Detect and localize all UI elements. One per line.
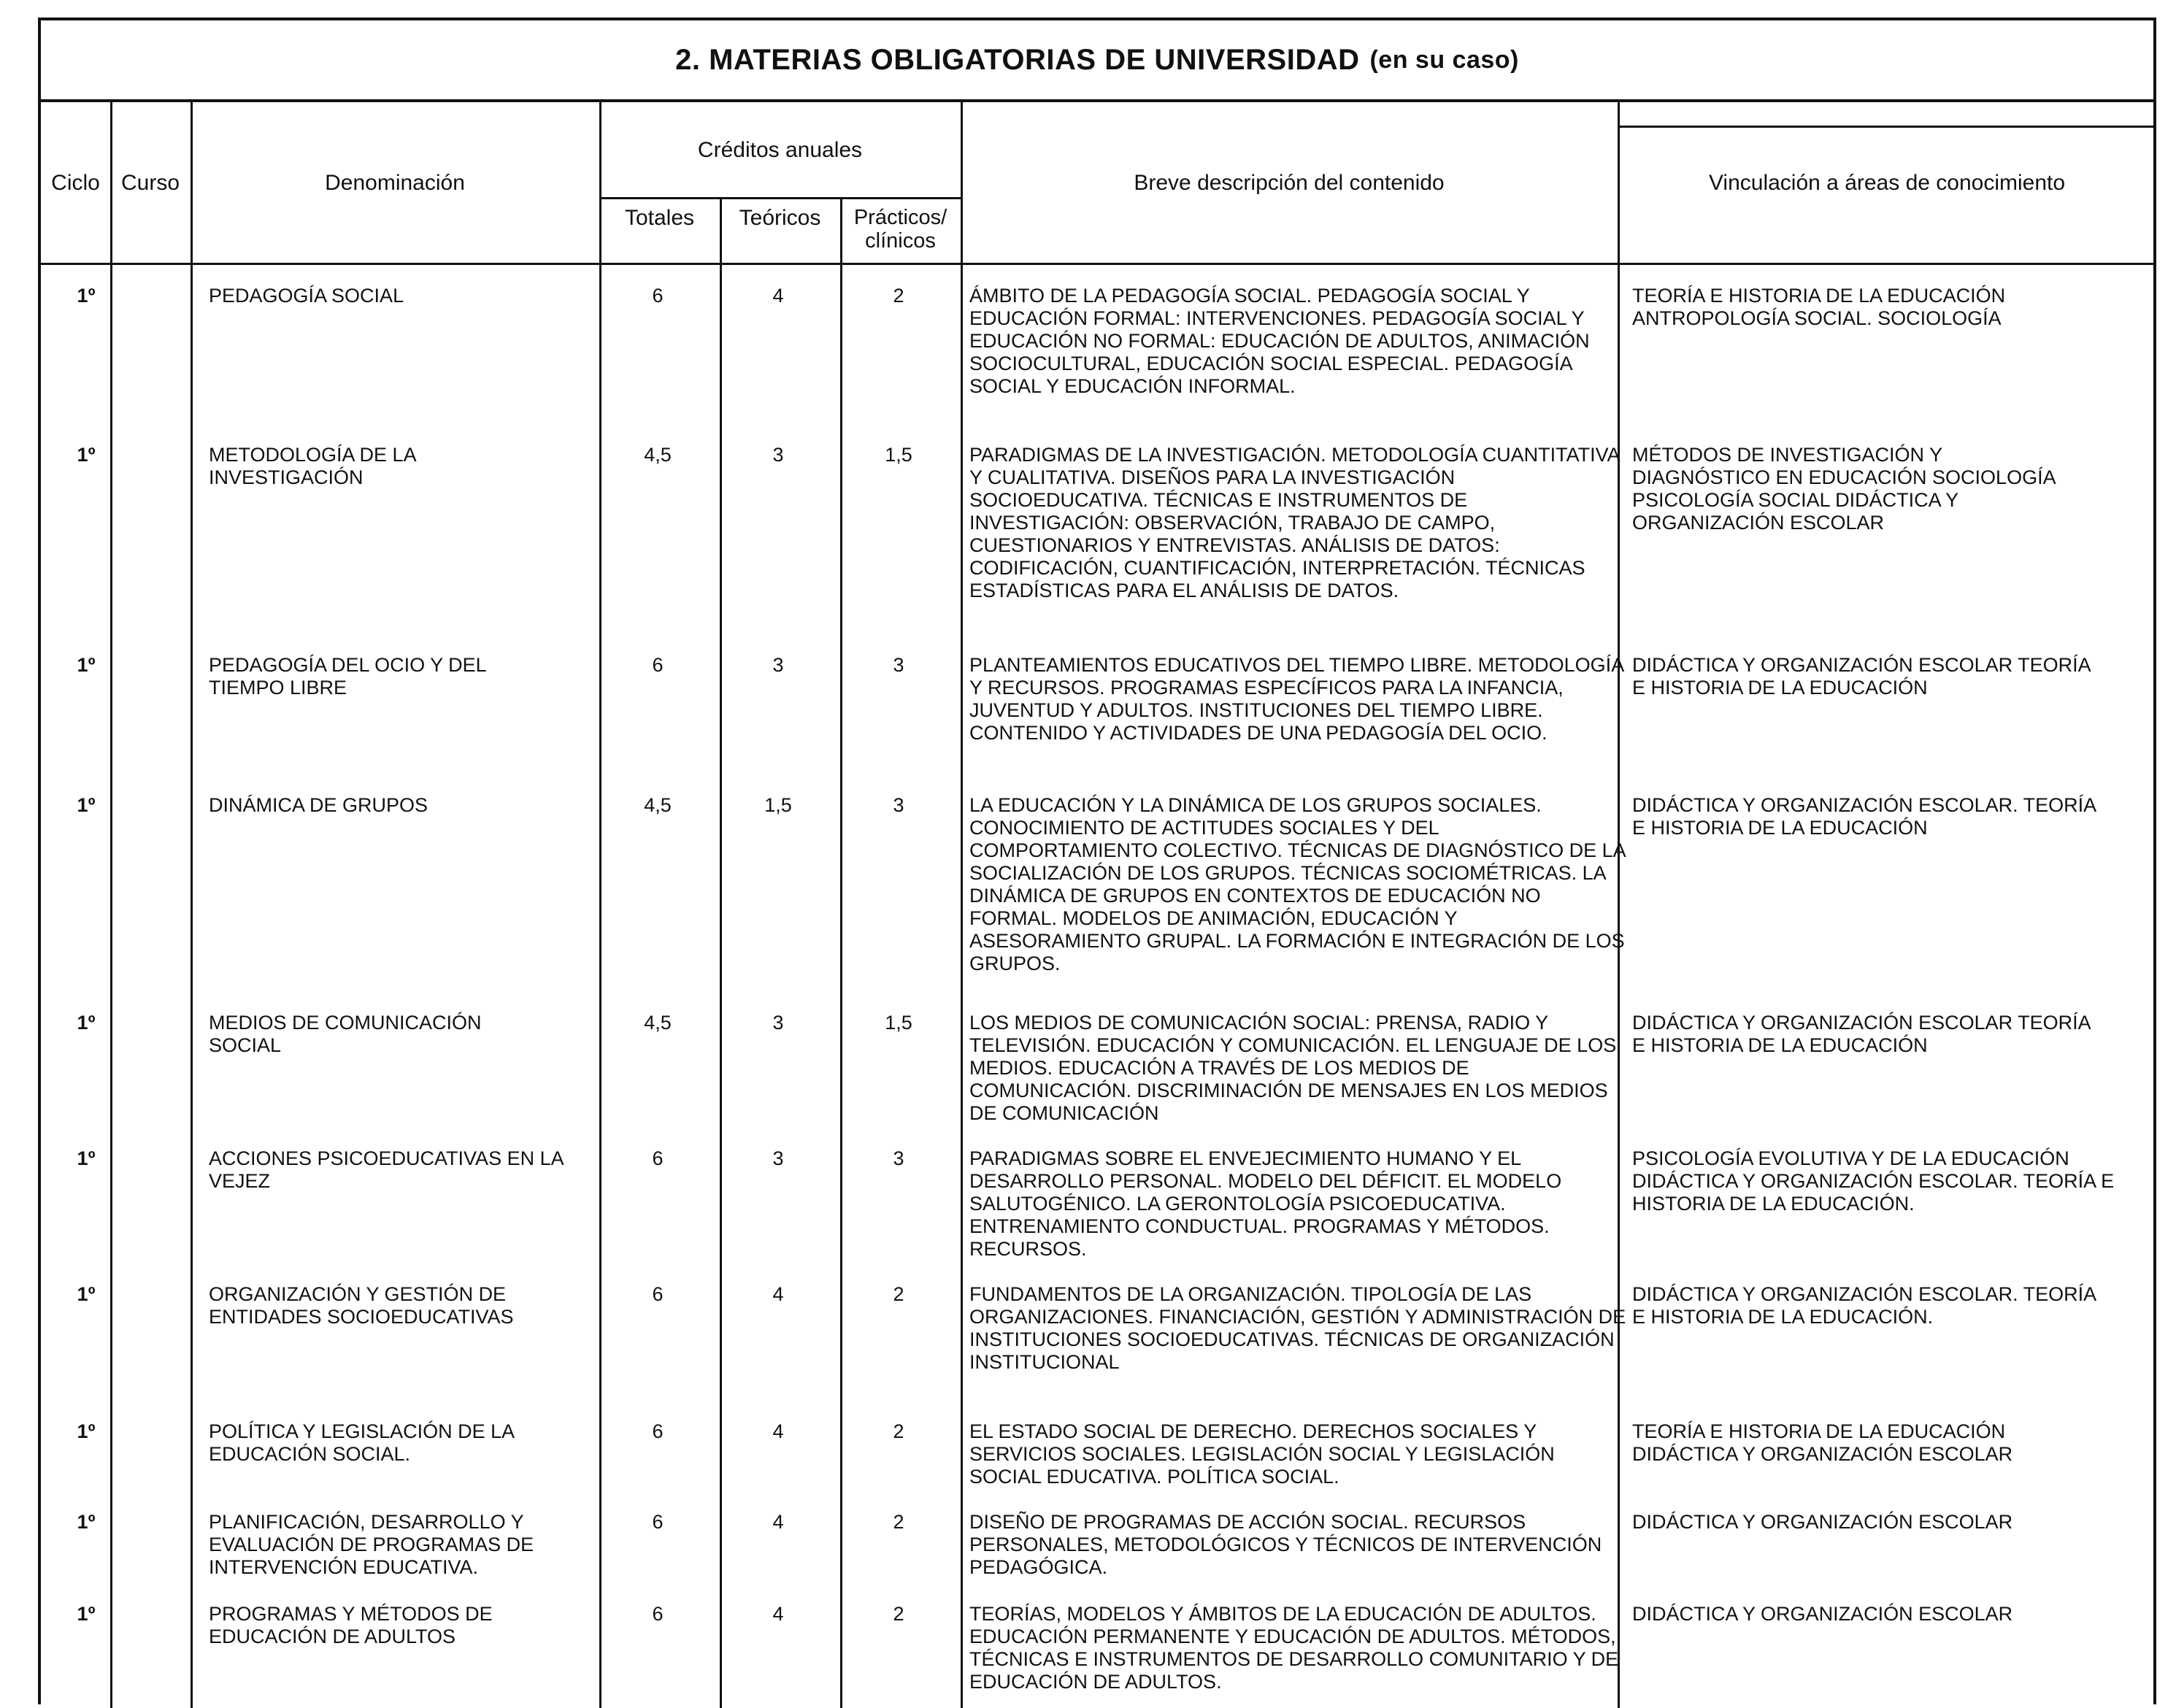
cell-teoricos: 4 — [772, 1603, 784, 1625]
cell-descripcion: PLANTEAMIENTOS EDUCATIVOS DEL TIEMPO LIBRE. METODOLOGÍA Y RECURSOS. PROGRAMAS ESPECÍFICOS PARA LA INFANCIA, JUVENTUD Y ADULTOS. INSTITUCIONES DEL TIEMPO LIBRE. CONTENIDO Y ACTIVIDADES DE UNA PEDAGOGÍA DEL OCIO. — [969, 654, 1623, 744]
cell-denominacion: PEDAGOGÍA DEL OCIO Y DEL TIEMPO LIBRE — [209, 654, 486, 699]
col-rule-denominacion — [599, 102, 601, 1708]
cell-vinculacion: DIDÁCTICA Y ORGANIZACIÓN ESCOLAR. TEORÍA E HISTORIA DE LA EDUCACIÓN — [1632, 794, 2096, 839]
cell-descripcion: PARADIGMAS DE LA INVESTIGACIÓN. METODOLOGÍA CUANTITATIVA Y CUALITATIVA. DISEÑOS PARA LA INVESTIGACIÓN SOCIOEDUCATIVA. TÉCNICAS E INSTRUMENTOS DE INVESTIGACIÓN: OBSERVACIÓN, TRABAJO DE CAMPO, CUESTIONARIOS Y ENTREVISTAS. ANÁLISIS DE DATOS: CODIFICACIÓN, CUANTIFICACIÓN, INTERPRETACIÓN. TÉCNICAS ESTADÍSTICAS PARA EL ANÁLISIS DE DATOS. — [969, 444, 1620, 601]
cell-practicos: 2 — [893, 1283, 904, 1305]
cell-practicos: 3 — [893, 1147, 904, 1169]
cell-practicos: 2 — [893, 1603, 904, 1625]
cell-practicos: 1,5 — [885, 444, 912, 466]
cell-denominacion: ACCIONES PSICOEDUCATIVAS EN LA VEJEZ — [209, 1147, 564, 1192]
cell-denominacion: METODOLOGÍA DE LA INVESTIGACIÓN — [209, 444, 416, 488]
cell-denominacion: POLÍTICA Y LEGISLACIÓN DE LA EDUCACIÓN SOCIAL. — [209, 1420, 514, 1465]
header-practicos: Prácticos/ clínicos — [853, 206, 947, 253]
cell-teoricos: 3 — [772, 444, 784, 466]
table-title-qualifier: (en su caso) — [1369, 45, 1519, 74]
cell-descripcion: ÁMBITO DE LA PEDAGOGÍA SOCIAL. PEDAGOGÍA SOCIAL Y EDUCACIÓN FORMAL: INTERVENCIONES. PEDAGOGÍA SOCIAL Y EDUCACIÓN NO FORMAL: EDUCACIÓN DE ADULTOS, ANIMACIÓN SOCIOCULTURAL, EDUCACIÓN SOCIAL ESPECIAL. PEDAGOGÍA SOCIAL Y EDUCACIÓN INFORMAL. — [969, 285, 1590, 397]
cell-vinculacion: DIDÁCTICA Y ORGANIZACIÓN ESCOLAR — [1632, 1603, 2013, 1625]
cell-ciclo: 1º — [77, 285, 96, 307]
cell-descripcion: LA EDUCACIÓN Y LA DINÁMICA DE LOS GRUPOS SOCIALES. CONOCIMIENTO DE ACTITUDES SOCIALES Y DEL COMPORTAMIENTO COLECTIVO. TÉCNICAS DE DIAGNÓSTICO DE LA SOCIALIZACIÓN DE LOS GRUPOS. TÉCNICAS SOCIOMÉTRICAS. LA DINÁMICA DE GRUPOS EN CONTEXTOS DE EDUCACIÓN NO FORMAL. MODELOS DE ANIMACIÓN, EDUCACIÓN Y ASESORAMIENTO GRUPAL. LA FORMACIÓN E INTEGRACIÓN DE LOS GRUPOS. — [969, 794, 1626, 974]
cell-denominacion: PROGRAMAS Y MÉTODOS DE EDUCACIÓN DE ADULTOS — [209, 1603, 493, 1647]
cell-ciclo: 1º — [77, 1420, 96, 1442]
cell-totales: 6 — [652, 1511, 664, 1533]
cell-ciclo: 1º — [77, 1511, 96, 1533]
header-teoricos: Teóricos — [739, 206, 821, 230]
cell-ciclo: 1º — [77, 794, 96, 816]
col-rule-teoricos — [840, 197, 842, 1708]
cell-ciclo: 1º — [77, 1147, 96, 1169]
cell-practicos: 2 — [893, 1420, 904, 1442]
cell-practicos: 3 — [893, 794, 904, 816]
cell-totales: 6 — [652, 1283, 664, 1305]
cell-totales: 4,5 — [644, 794, 672, 816]
cell-teoricos: 4 — [772, 1420, 784, 1442]
cell-ciclo: 1º — [77, 654, 96, 676]
cell-totales: 4,5 — [644, 1012, 672, 1034]
table-title: 2. MATERIAS OBLIGATORIAS DE UNIVERSIDAD — [675, 43, 1360, 76]
credits-subheader-rule — [599, 197, 961, 199]
col-rule-practicos — [961, 102, 963, 1708]
cell-denominacion: MEDIOS DE COMUNICACIÓN SOCIAL — [209, 1012, 482, 1056]
header-descripcion: Breve descripción del contenido — [1134, 170, 1445, 195]
vinculacion-top-rule — [1618, 126, 2156, 128]
cell-totales: 6 — [652, 1420, 664, 1442]
cell-denominacion: DINÁMICA DE GRUPOS — [209, 794, 428, 816]
cell-ciclo: 1º — [77, 444, 96, 466]
header-curso: Curso — [120, 170, 180, 195]
cell-totales: 6 — [652, 654, 664, 676]
col-rule-ciclo — [110, 102, 112, 1708]
cell-vinculacion: PSICOLOGÍA EVOLUTIVA Y DE LA EDUCACIÓN DIDÁCTICA Y ORGANIZACIÓN ESCOLAR. TEORÍA E HISTORIA DE LA EDUCACIÓN. — [1632, 1147, 2115, 1215]
cell-vinculacion: DIDÁCTICA Y ORGANIZACIÓN ESCOLAR. TEORÍA E HISTORIA DE LA EDUCACIÓN. — [1632, 1283, 2096, 1328]
cell-descripcion: DISEÑO DE PROGRAMAS DE ACCIÓN SOCIAL. RECURSOS PERSONALES, METODOLÓGICOS Y TÉCNICOS DE INTERVENCIÓN PEDAGÓGICA. — [969, 1511, 1602, 1578]
cell-teoricos: 4 — [772, 285, 784, 307]
cell-vinculacion: TEORÍA E HISTORIA DE LA EDUCACIÓN ANTROPOLOGÍA SOCIAL. SOCIOLOGÍA — [1632, 285, 2006, 329]
cell-teoricos: 3 — [772, 1147, 784, 1169]
cell-descripcion: FUNDAMENTOS DE LA ORGANIZACIÓN. TIPOLOGÍA DE LAS ORGANIZACIONES. FINANCIACIÓN, GESTIÓN Y ADMINISTRACIÓN DE INSTITUCIONES SOCIOEDUCATIVAS. TÉCNICAS DE ORGANIZACIÓN INSTITUCIONAL — [969, 1283, 1626, 1373]
cell-ciclo: 1º — [77, 1283, 96, 1305]
header-creditos-anuales: Créditos anuales — [697, 137, 863, 162]
cell-totales: 4,5 — [644, 444, 672, 466]
header-ciclo: Ciclo — [51, 170, 100, 195]
cell-practicos: 1,5 — [885, 1012, 912, 1034]
cell-ciclo: 1º — [77, 1012, 96, 1034]
header-vinculacion: Vinculación a áreas de conocimiento — [1708, 170, 2066, 195]
cell-descripcion: EL ESTADO SOCIAL DE DERECHO. DERECHOS SOCIALES Y SERVICIOS SOCIALES. LEGISLACIÓN SOCIAL Y LEGISLACIÓN SOCIAL EDUCATIVA. POLÍTICA SOCIAL. — [969, 1420, 1555, 1488]
header-bottom-rule — [41, 263, 2156, 265]
cell-practicos: 2 — [893, 285, 904, 307]
cell-teoricos: 4 — [772, 1511, 784, 1533]
cell-vinculacion: DIDÁCTICA Y ORGANIZACIÓN ESCOLAR TEORÍA E HISTORIA DE LA EDUCACIÓN — [1632, 654, 2091, 699]
cell-practicos: 2 — [893, 1511, 904, 1533]
table-title-bar — [41, 20, 2153, 102]
cell-vinculacion: DIDÁCTICA Y ORGANIZACIÓN ESCOLAR TEORÍA E HISTORIA DE LA EDUCACIÓN — [1632, 1012, 2091, 1056]
cell-totales: 6 — [652, 1603, 664, 1625]
cell-descripcion: PARADIGMAS SOBRE EL ENVEJECIMIENTO HUMANO Y EL DESARROLLO PERSONAL. MODELO DEL DÉFICIT. EL MODELO SALUTOGÉNICO. LA GERONTOLOGÍA PSICOEDUCATIVA. ENTRENAMIENTO CONDUCTUAL. PROGRAMAS Y MÉTODOS. RECURSOS. — [969, 1147, 1562, 1260]
cell-ciclo: 1º — [77, 1603, 96, 1625]
cell-descripcion: TEORÍAS, MODELOS Y ÁMBITOS DE LA EDUCACIÓN DE ADULTOS. EDUCACIÓN PERMANENTE Y EDUCACIÓN DE ADULTOS. MÉTODOS, TÉCNICAS E INSTRUMENTOS DE DESARROLLO COMUNITARIO Y DE EDUCACIÓN DE ADULTOS. — [969, 1603, 1619, 1693]
cell-vinculacion: TEORÍA E HISTORIA DE LA EDUCACIÓN DIDÁCTICA Y ORGANIZACIÓN ESCOLAR — [1632, 1420, 2013, 1465]
cell-vinculacion: DIDÁCTICA Y ORGANIZACIÓN ESCOLAR — [1632, 1511, 2013, 1533]
cell-teoricos: 1,5 — [764, 794, 792, 816]
cell-teoricos: 4 — [772, 1283, 784, 1305]
cell-descripcion: LOS MEDIOS DE COMUNICACIÓN SOCIAL: PRENSA, RADIO Y TELEVISIÓN. EDUCACIÓN Y COMUNICACIÓN. EL LENGUAJE DE LOS MEDIOS. EDUCACIÓN A TRAVÉS DE LOS MEDIOS DE COMUNICACIÓN. DISCRIMINACIÓN DE MENSAJES EN LOS MEDIOS DE COMUNICACIÓN — [969, 1012, 1617, 1124]
cell-teoricos: 3 — [772, 1012, 784, 1034]
header-denominacion: Denominación — [325, 170, 465, 195]
cell-denominacion: PLANIFICACIÓN, DESARROLLO Y EVALUACIÓN DE PROGRAMAS DE INTERVENCIÓN EDUCATIVA. — [209, 1511, 534, 1578]
cell-teoricos: 3 — [772, 654, 784, 676]
header-totales: Totales — [624, 206, 695, 230]
course-table — [38, 18, 2156, 1704]
cell-practicos: 3 — [893, 654, 904, 676]
cell-vinculacion: MÉTODOS DE INVESTIGACIÓN Y DIAGNÓSTICO EN EDUCACIÓN SOCIOLOGÍA PSICOLOGÍA SOCIAL DIDÁCTICA Y ORGANIZACIÓN ESCOLAR — [1632, 444, 2056, 534]
col-rule-curso — [191, 102, 193, 1708]
col-rule-totales — [720, 197, 722, 1708]
cell-denominacion: ORGANIZACIÓN Y GESTIÓN DE ENTIDADES SOCIOEDUCATIVAS — [209, 1283, 514, 1328]
cell-totales: 6 — [652, 1147, 664, 1169]
cell-denominacion: PEDAGOGÍA SOCIAL — [209, 285, 404, 307]
cell-totales: 6 — [652, 285, 664, 307]
